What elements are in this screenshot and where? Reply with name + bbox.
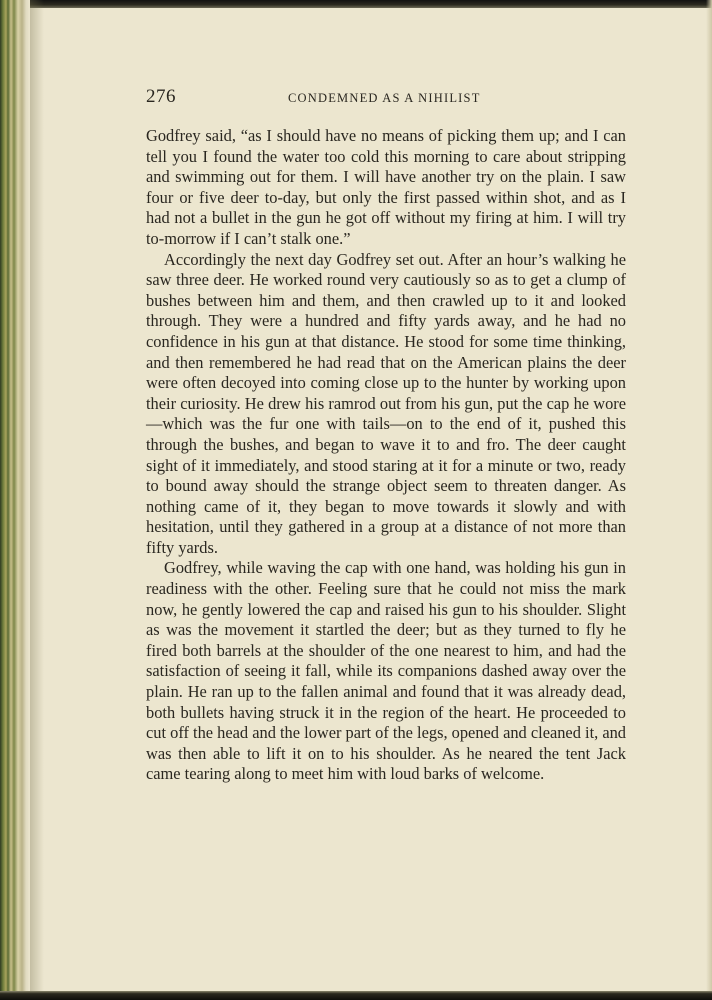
running-head: CONDEMNED AS A NIHILIST bbox=[288, 91, 481, 105]
page-bottom-edge bbox=[0, 991, 712, 1000]
page-top-edge bbox=[0, 0, 712, 8]
paragraph-3: Godfrey, while waving the cap with one hand, was holding his gun in readiness with the other. Feeling sure that he could not miss the mark now, he gently lowered the cap and raised his gun to his shoulder. Slight as was the movement it startled the deer; but as they turned to fly he fired both barrels at the shoulder of the one nearest to him, and had the satisfaction of seeing it fall, while its companions dashed away over the plain. He ran up to the fallen animal and found that it was already dead, both bullets having struck it in the region of the heart. He proceeded to cut off the head and the lower part of the legs, opened and cleaned it, and was then able to lift it on to his shoulder. As he neared the tent Jack came tearing along to meet him with loud barks of welcome. bbox=[146, 558, 626, 784]
page-right-edge bbox=[706, 0, 712, 1000]
body-text bbox=[146, 126, 626, 785]
gutter-shadow bbox=[30, 0, 44, 1000]
paragraph-1: Godfrey said, “as I should have no means of picking them up; and I can tell you I found the water too cold this morning to care about stripping and swimming out for them. I will have another try on the plain. I saw four or five deer to-day, but only the first passed within shot, and as I had not a bullet in the gun he got off without my firing at him. I will try to-morrow if I can’t stalk one.” bbox=[146, 126, 626, 248]
book-spine bbox=[0, 0, 30, 1000]
paragraph-2: Accordingly the next day Godfrey set out. After an hour’s walking he saw three deer. He worked round very cautiously so as to get a clump of bushes between him and them, and then crawled up to it and looked through. They were a hundred and fifty yards away, and he had no confidence in his gun at that distance. He stood for some time thinking, and then remembered he had read that on the American plains the deer were often decoyed into coming close up to the hunter by working upon their curiosity. He drew his ramrod out from his gun, put the cap he wore—which was the fur one with tails—on to the end of it, pushed this through the bushes, and began to wave it to and fro. The deer caught sight of it immediately, and stood staring at it for a minute or two, ready to bound away should the strange object seem to threaten danger. As nothing came of it, they began to move towards it slowly and with hesitation, until they gathered in a group at a distance of not more than fifty yards. bbox=[146, 249, 626, 557]
page-header bbox=[146, 86, 626, 116]
page-number: 276 bbox=[146, 86, 176, 107]
